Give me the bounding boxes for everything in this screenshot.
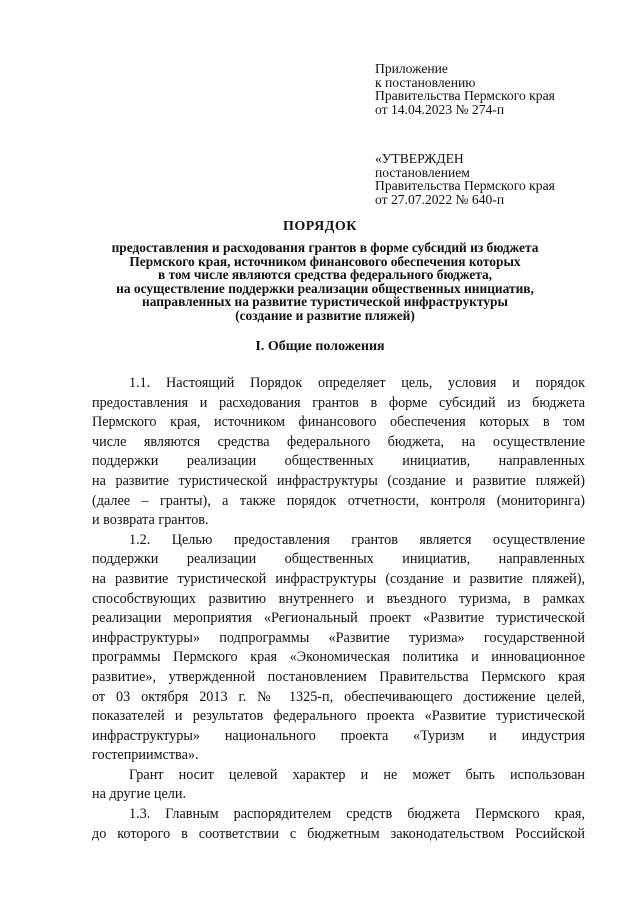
body-line: развитие», утвержденной постановлением Правительства Пермского края <box>92 668 585 685</box>
subtitle-line-6: (создание и развитие пляжей) <box>235 307 415 323</box>
body-line: на развитие туристической инфраструктуры (создание и развитие пляжей), <box>92 570 585 587</box>
appendix-line-2: к постановлению <box>375 74 476 90</box>
body-line: реализации мероприятия «Региональный проект «Развитие туристической <box>92 610 585 627</box>
subtitle-line-4: на осуществление поддержки реализации общественных инициатив, <box>116 280 534 296</box>
subtitle-line-2: Пермского края, источником финансового обеспечения которых <box>129 253 521 269</box>
subtitle-line-1: предоставления и расходования грантов в форме субсидий из бюджета <box>111 240 539 255</box>
body-line: инфраструктуры» подпрограммы «Развитие туризма» государственной <box>92 629 585 646</box>
body-line: предоставления и расходования грантов в форме субсидий из бюджета <box>92 394 585 411</box>
body-line: поддержки реализации общественных инициатив, направленных <box>92 551 585 568</box>
approved-line-4: от 27.07.2022 № 640-п <box>375 191 505 207</box>
section-title: I. Общие положения <box>255 339 385 354</box>
body-line: от 03 октября 2013 г. № 1325-п, обеспечивающего достижение целей, <box>92 688 585 705</box>
body-line: до которого в соответствии с бюджетным законодательством Российской <box>92 825 585 842</box>
body-line: числе являются средства федерального бюджета, на осуществление <box>92 433 585 450</box>
subtitle-line-5: направленных на развитие туристической инфраструктуры <box>142 294 508 310</box>
body-line: Грант носит целевой характер и не может быть использован <box>129 766 585 783</box>
document-subtitle <box>60 241 590 323</box>
subtitle-line-3: в том числе являются средства федерального бюджета, <box>157 267 493 283</box>
body-line: на развитие туристической инфраструктуры (создание и развитие пляжей) <box>92 472 585 489</box>
body-line: поддержки реализации общественных инициатив, направленных <box>92 453 585 470</box>
appendix-line-1: Приложение <box>375 61 448 76</box>
appendix-line-4: от 14.04.2023 № 274-п <box>375 101 505 117</box>
body-line: Пермского края, источником финансового обеспечения которых в том <box>92 414 585 431</box>
body-line: 1.2. Целью предоставления грантов является осуществление <box>129 531 585 548</box>
body-line: способствующих развитию внутреннего и въездного туризма, в рамках <box>92 590 585 607</box>
appendix-line-3: Правительства Пермского края <box>375 88 555 103</box>
body-line: 1.1. Настоящий Порядок определяет цель, условия и порядок <box>129 375 585 391</box>
approved-line-1: «УТВЕРЖДЕН <box>375 151 464 166</box>
approved-line-3: Правительства Пермского края <box>375 178 555 193</box>
document-title: ПОРЯДОК <box>283 219 357 234</box>
appendix-stamp <box>375 62 555 116</box>
body-line: на другие цели. <box>92 786 187 803</box>
body-line: гостеприимства». <box>92 747 199 764</box>
approved-stamp <box>375 152 555 206</box>
body-line: показателей и результатов федерального проекта «Развитие туристической <box>92 708 585 725</box>
body-line: (далее – гранты), а также порядок отчетности, контроля (мониторинга) <box>92 492 585 509</box>
body-line: и возврата грантов. <box>92 512 209 529</box>
body-line: программы Пермского края «Экономическая политика и инновационное <box>92 649 585 666</box>
approved-line-2: постановлением <box>375 164 470 180</box>
document-body <box>92 374 585 844</box>
body-line: 1.3. Главным распорядителем средств бюджета Пермского края, <box>129 806 585 823</box>
body-line: инфраструктуры» национального проекта «Туризм и индустрия <box>92 727 585 744</box>
